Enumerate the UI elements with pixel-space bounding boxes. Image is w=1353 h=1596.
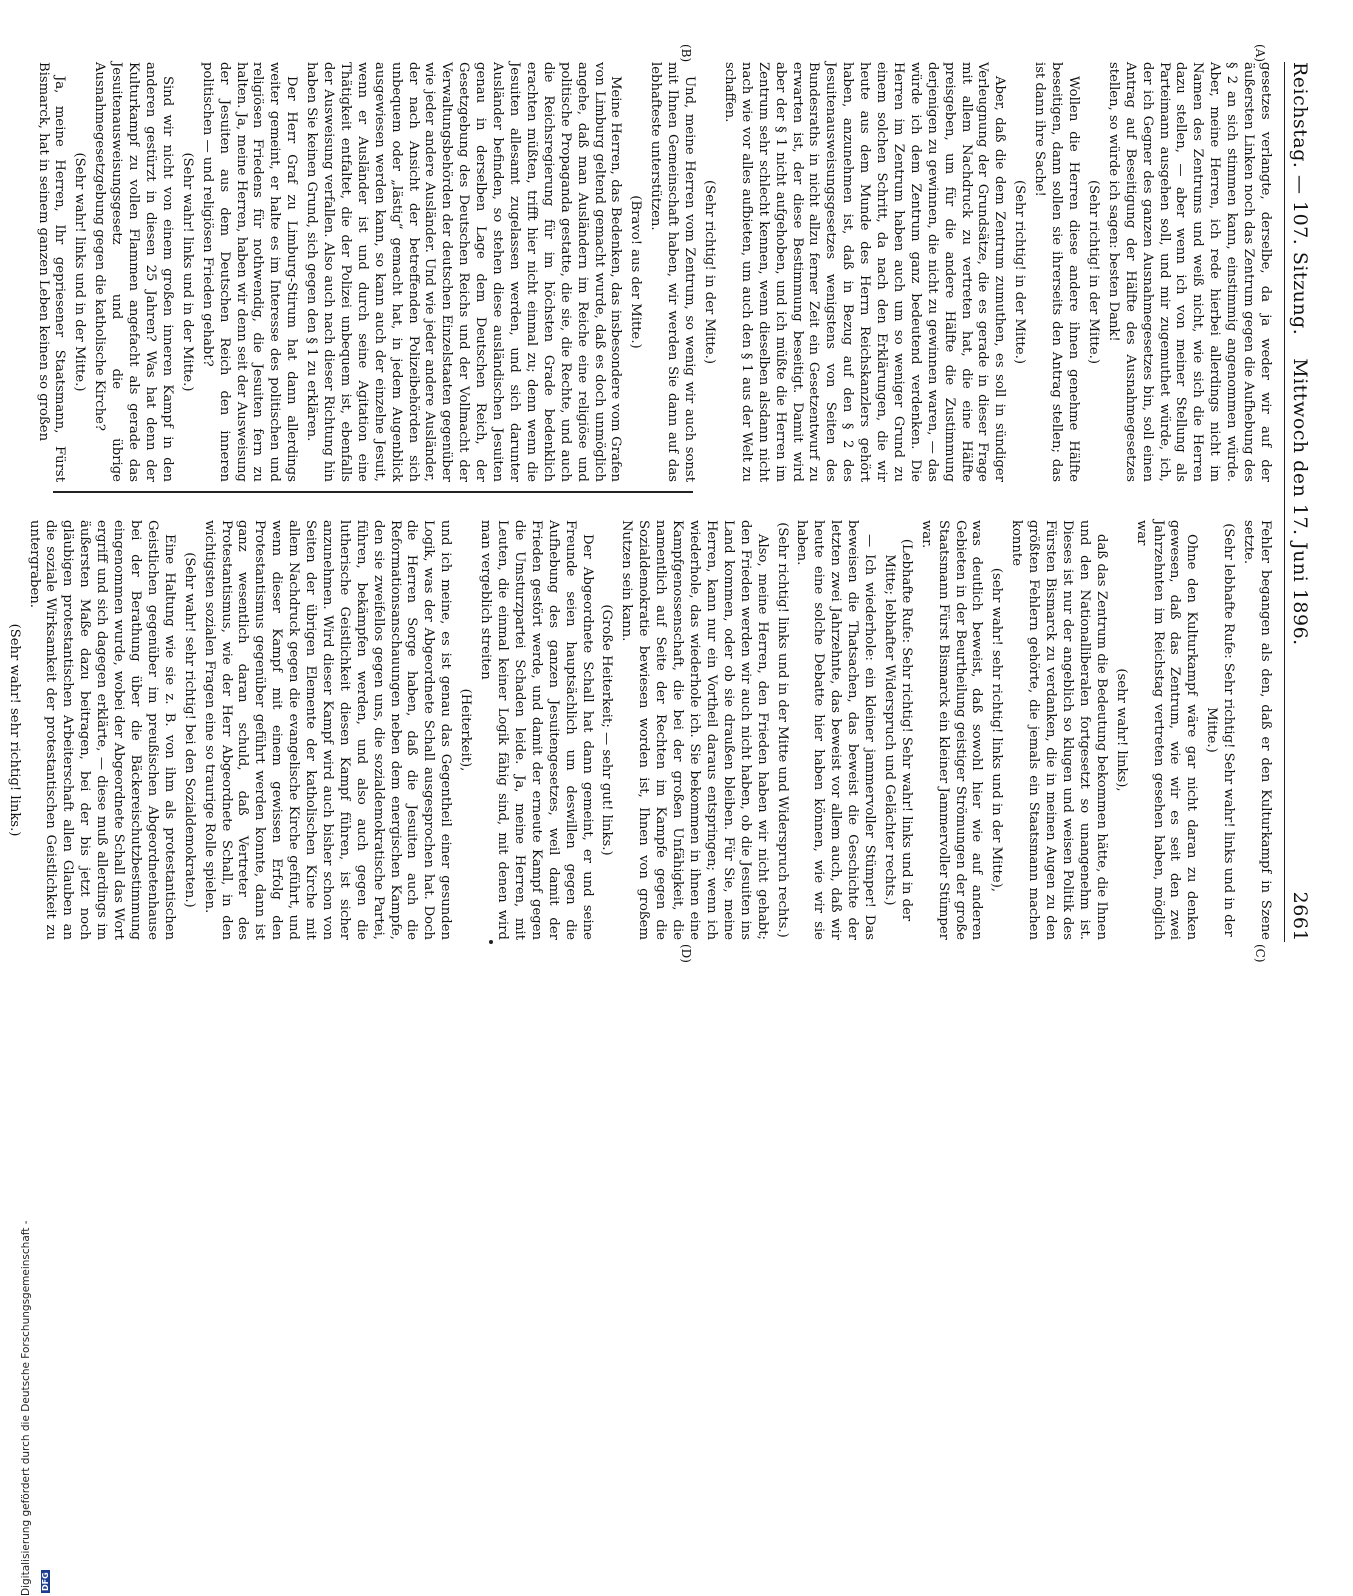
paragraph: Und, meine Herren vom Zentrum, so wenig wir auch sonst mit Ihnen Gemeinschaft haben, wir werden Sie dann auf das lebhafteste unterstützen. <box>648 62 698 482</box>
digitization-footer <box>14 1196 52 1596</box>
paragraph: gesetzes verlangte, derselbe, da ja weder wir auf der äußersten Linken noch das Zentrum gegen die Aufhebung des § 2 an sich stimmen kann, einstimmig angenommen würde. Aber, meine Herren, ich rede hierbei allerdings nicht im Namen des Zentrums und weiß nicht, wie sich die Herren dazu stellen, — aber wenn ich von meiner Stellung als Parteimann ausgehen soll, und mir zugemuthet würde, ich, der ich Gegner des ganzen Ausnahmegesetzes bin, soll einen Antrag auf Beseitigung der Hälfte des Ausnahmegesetzes stellen, so würde ich sagen: besten Dank! <box>1105 62 1273 482</box>
paragraph: (Sehr wahr! links und in der Mitte.) <box>179 152 195 392</box>
paragraph: Meine Herren, das Bedenken, das insbesondere vom Grafen von Limburg geltend gemacht wurde, daß es doch unmöglich angehe, daß man Ausländern im Reiche eine religiöse und politische Propaganda gestatte, die sie, die Rechte, und auch die Reichsregierung für im höchsten Grade bedenklich erachten müßten, trifft hier nicht einmal zu; denn wenn die Jesuiten allesamt zugelassen werden, und sich darunter Ausländer befinden, so stehen diese ausländischen Jesuiten genau in derselben Lage dem Deutschen Reich, der Gesetzgebung des Deutschen Reichs und der Vollmacht der Verwaltungsbehörden der deutschen Einzelstaaten gegenüber wie jeder andere Ausländer. Und wie jeder andere Ausländer, der nach Ansicht der betreffenden Polizeibehörden sich unbequem oder „lästig“ gemacht hat, in jedem Augenblick ausgewiesen werden kann, so kann auch der einzelne Jesuit, wenn er Ausländer ist und durch seine Agitation eine Thätigkeit entfaltet, die der Polizei unbequem ist, ebenfalls der Ausweisung verfallen. Also auch nach dieser Richtung hin haben Sie keinen Grund, sich gegen den § 1 zu erklären. <box>304 62 624 482</box>
paragraph: — Ich wiederhole: ein kleiner jammervoller Stümper! Das beweisen die Thatsachen, das beweist die Geschichte der letzten zwei Jahrzehnte, das beweist vor allem auch, daß wir heute eine solche Debatte hier haben können, wie wir sie haben. <box>794 520 878 940</box>
paragraph: (Lebhafte Rufe: Sehr richtig! Sehr wahr! links und in der Mitte; lebhafter Widerspruch und Gelächter rechts.) <box>881 538 914 922</box>
ink-dot <box>489 940 493 944</box>
paragraph: Der Herr Graf zu Limburg-Stirum hat dann allerdings weiter gemeint, er halte es im Interesse des politischen und religiösen Friedens für nothwendig, die Jesuiten fern zu halten. Ja, meine Herren, haben wir denn seit der Ausweisung der Jesuiten aus dem Deutschen Reich den inneren politischen — und religiösen Frieden gehabt? <box>199 62 300 482</box>
page-header <box>1284 62 1311 942</box>
paragraph: Der Abgeordnete Schall hat dann gemeint, er und seine Freunde seien hauptsächlich um deswillen gegen die Aufhebung des ganzen Jesuitengesetzes, weil damit der Frieden gestört werde, und damit der erneute Kampf gegen die Umsturzpartei Schaden leide. Ja, meine Herren, mit Leuten, die einmal keiner Logik fähig sind, mit denen wird man vergeblich streiten <box>478 520 595 940</box>
marker-c: (C) <box>1253 944 1267 963</box>
paragraph: (Sehr richtig! in der Mitte.) <box>1085 180 1101 364</box>
header-date: Mittwoch den 17. Juni 1896. <box>1289 358 1311 646</box>
paragraph: Wollen die Herren diese andere ihnen genehme Hälfte beseitigen, dann sollen sie ihrerseits den Antrag stellen; das ist dann ihre Sache! <box>1032 62 1082 482</box>
paragraph: (Sehr wahr! sehr richtig! links.) <box>6 623 22 837</box>
paragraph: (Sehr wahr! links und in der Mitte.) <box>72 152 88 392</box>
dfg-logo: DFG <box>41 1572 50 1591</box>
paragraph: Ohne den Kulturkampf wäre gar nicht daran zu denken gewesen, daß das Zentrum, wie wir es seit den zwei Jahrzehnten im Reichstag vertreten gesehen haben, möglich war <box>1133 520 1200 940</box>
paragraph: Ja, meine Herren, Ihr gepriesener Staatsmann, Fürst Bismarck, hat in seinem ganzen Leben keinen so großen <box>35 62 68 482</box>
paragraph: (Bravo! aus der Mitte.) <box>628 195 644 349</box>
left-column <box>31 62 1273 482</box>
paragraph: (Sehr richtig! links und in der Mitte und Widerspruch rechts.) <box>774 522 790 938</box>
paragraph: Fehler begangen als den, daß er den Kulturkampf in Szene setzte. <box>1241 520 1273 940</box>
paragraph: und ich meine, es ist genau das Gegentheil einer gesunden Logik, was der Abgeordnete Schall ausgesprochen hat. Doch die Herren Sorge haben, daß die Jesuiten auch die Reformationsanschauungen neben dem energischen Kampfe, den sie zweifellos gegen uns, die sozialdemokratische Partei, führen, bekämpfen werden, und also auch gegen die lutherische Geistlichkeit diesen Kampf führen, ist sicher anzunehmen. Wird dieser Kampf wird auch bisher schon von Seiten der übrigen Elemente der katholischen Kirche mit allem Nachdruck gegen die evangelische Kirche geführt, und wenn dieser Kampf mit einem gewissen Erfolg den Protestantismus gegenüber geführt werden konnte, dann ist ganz wesentlich daran schuld, daß Vertreter des Protestantismus, wie der Herr Abgeordnete Schall, in den wichtigsten sozialen Fragen eine so traurige Rolle spielen. <box>201 520 454 940</box>
paragraph: (Sehr wahr! sehr richtig! bei den Sozialdemokraten.) <box>181 552 197 908</box>
marker-b: (B) <box>679 44 693 63</box>
paragraph: Also, meine Herren, den Frieden haben wir nicht gehabt; den Frieden werden wir auch nicht haben, ob die Jesuiten ins Land kommen, oder ob sie draußen bleiben. Für Sie, meine Herren, kann nur ein Vortheil daraus entspringen; wenn ich wiederhole, das wiederhole ich. Sie bekommen in ihnen eine Kampfgenossenschaft, die bei der großen Unfähigkeit, die namentlich auf Seite der Rechten im Kampfe gegen die Sozialdemokratie bewiesen worden ist, Ihnen von großem Nutzen sein kann. <box>619 520 770 940</box>
page-number: 2661 <box>1289 891 1311 942</box>
column-divider <box>53 491 693 493</box>
marker-a: (A) <box>1253 44 1267 63</box>
paragraph: Eine Haltung wie sie z. B. von ihm als protestantischen Geistlichen gegenüber im preußischen Abgeordnetenhause bei der Berathung über die Bäckereischutzbestimmung eingenommen wurde, wobei der Abgeordnete Schall das Wort ergriff und sich dagegen erklärte, — diese muß allerdings im äußersten Maße dazu beitragen, bei der bis jetzt noch gläubigen protestantischen Arbeiterschaft allen Glauben an die soziale Wirksamkeit der protestantischen Geistlichkeit zu untergraben. <box>26 520 177 940</box>
paragraph: (Sehr richtig! in der Mitte.) <box>1012 180 1028 364</box>
paragraph: (Sehr richtig! in der Mitte.) <box>702 180 717 364</box>
paragraph: was deutlich beweist, daß sowohl hier wie auf anderen Gebieten in der Beurtheilung geistiger Strömungen der große Staatsmann Fürst Bismarck ein kleiner Jammervoller Stümper war. <box>918 520 985 940</box>
right-column <box>2 520 1273 940</box>
paragraph: (Heiterkeit), <box>458 688 474 772</box>
digitization-note: Digitalisierung gefördert durch die Deutsche Forschungsgemeinschaft - <box>20 1220 32 1596</box>
paragraph: (sehr wahr! links), <box>1113 668 1129 792</box>
paragraph: (Sehr lebhafte Rufe: Sehr richtig! Sehr wahr! links und in der Mitte.) <box>1204 523 1237 937</box>
marker-d: (D) <box>679 944 693 963</box>
paragraph: daß das Zentrum die Bedeutung bekommen hätte, die Ihnen und den Nationalliberalen fortgesetzt so unangenehm ist. Dieses ist nur der angeblich so klugen und weisen Politik des Fürsten Bismarck zu verdanken, die in meinen Augen zu den größten Fehlern gehörte, die jemals ein Staatsmann machen konnte <box>1009 520 1109 940</box>
paragraph: Sind wir nicht von einem großen inneren Kampf in den anderen gestürzt in diesen 25 Jahren? Was hat denn der Kulturkampf zu vollen Flammen angefacht als gerade das Jesuitenausweisungsgesetz und die übrige Ausnahmegesetzgebung gegen die katholische Kirche? <box>92 62 175 482</box>
paragraph: Aber, daß die dem Zentrum zumuthen, es soll in sündiger Verleugnung der Grundsätze, die es gerade in dieser Frage mit allem Nachdruck zu vertreten hat, die eine Hälfte preisgeben, um für die andere Hälfte die Zustimmung derjenigen zu gewinnen, die nicht zu gewinnen waren, — das würde ich dem Zentrum ganz bedeutend verdenken. Die Herren im Zentrum haben auch um so weniger Grund zu einem solchen Schritt, da nach den Erklärungen, die wir heute aus dem Munde des Herrn Reichskanzlers gehört haben, anzunehmen ist, daß in Bezug auf den § 2 des Jesuitenausweisungsgesetzes wenigstens von Seiten des Bundesraths in nicht allzu ferner Zeit ein Gesetzentwurf zu erwarten ist, der diese Bestimmung beseitigt. Damit wird aber der § 1 nicht aufgehoben, und ich müßte die Herren im Zentrum sehr schlecht kennen, wenn dieselben alsdann nicht nach wie vor alles aufbieten, um auch den § 1 aus der Welt zu schaffen. <box>721 62 1008 482</box>
header-left: Reichstag. — 107. Sitzung. <box>1289 62 1311 336</box>
paragraph: (sehr wahr! sehr richtig! links und in der Mitte), <box>989 567 1005 893</box>
paragraph: (Große Heiterkeit; — sehr gut! links.) <box>599 604 615 856</box>
